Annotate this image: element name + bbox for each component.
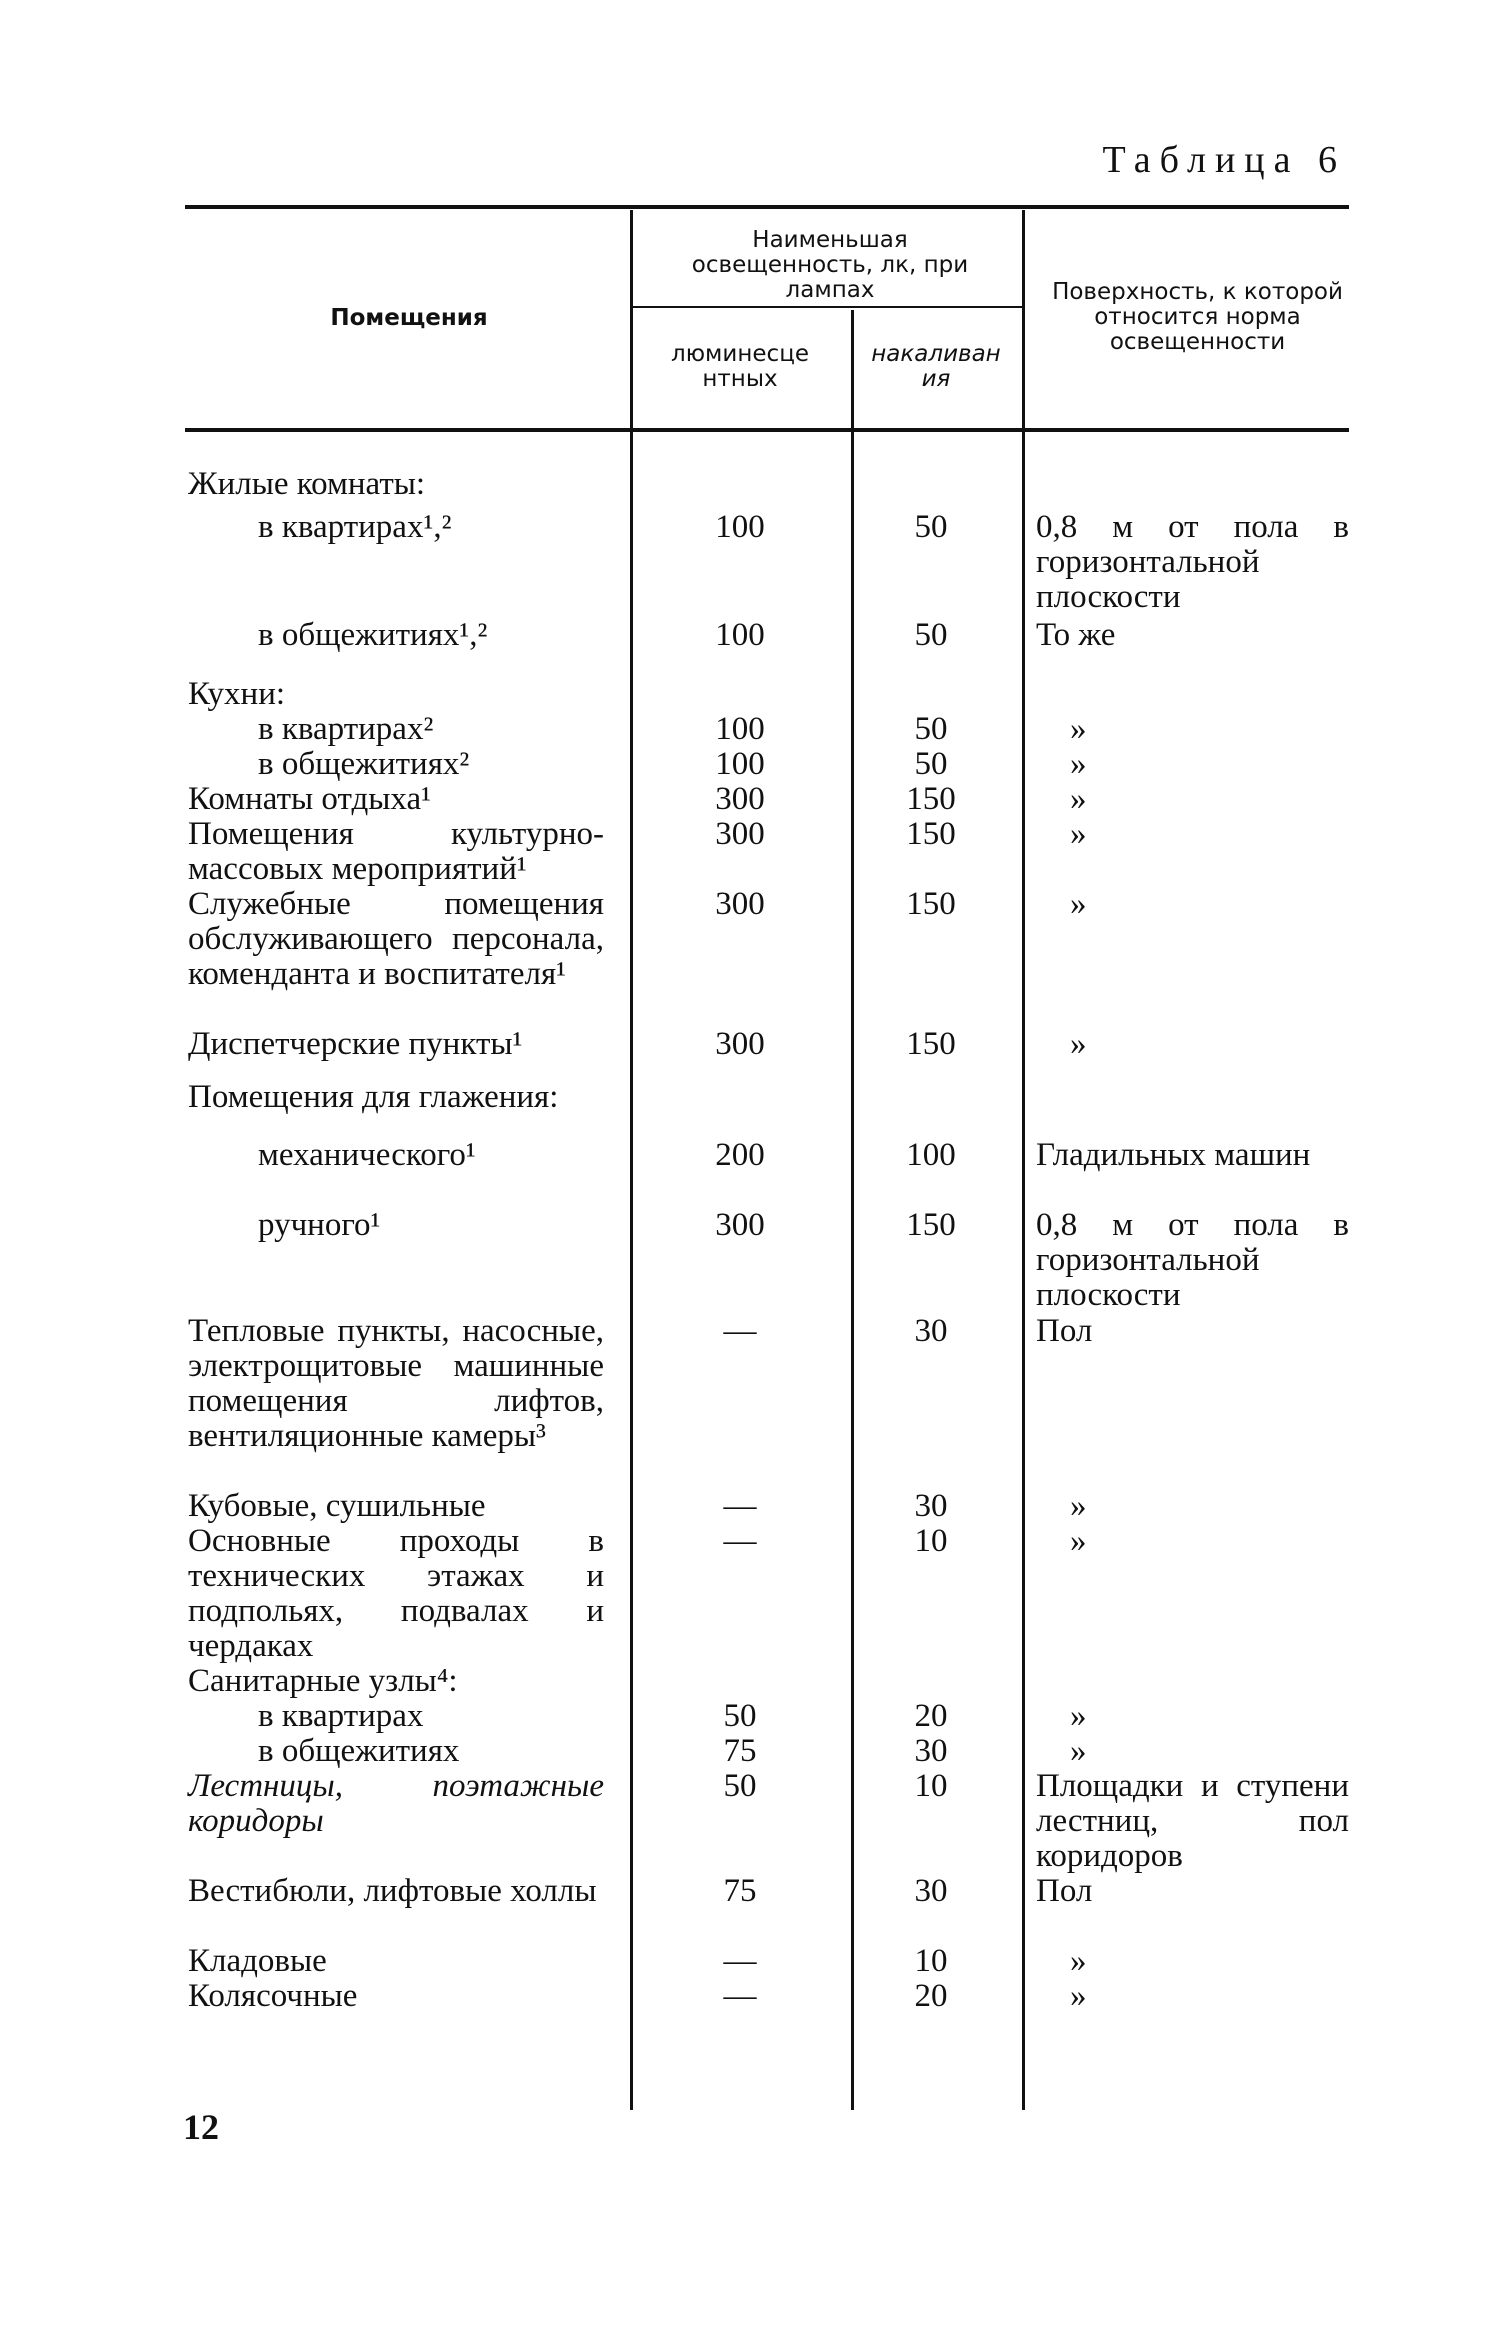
room-name: Помещения культурно-массовых мероприятий¹	[188, 816, 604, 887]
header-incandescent: накаливания	[871, 341, 1001, 392]
room-name: механического¹	[258, 1137, 476, 1173]
incandescent-value: 30	[914, 1873, 948, 1909]
header-bottom-rule	[185, 428, 1349, 432]
top-rule	[185, 205, 1349, 209]
room-name: ручного¹	[258, 1207, 381, 1243]
surface-value: То же	[1036, 617, 1116, 653]
room-name: в общежитиях¹,²	[258, 617, 488, 653]
room-name: Вестибюли, лифтовые холлы	[188, 1873, 597, 1909]
incandescent-value: 20	[914, 1978, 948, 2014]
room-name: Лестницы, поэтажные коридоры	[188, 1768, 604, 1839]
surface-value: »	[1070, 1943, 1087, 1979]
surface-value: »	[1070, 711, 1087, 747]
incandescent-value: 50	[914, 509, 948, 545]
fluorescent-value: 75	[723, 1873, 757, 1909]
surface-value: »	[1070, 746, 1087, 782]
incandescent-value: 30	[914, 1488, 948, 1524]
surface-value: »	[1070, 816, 1087, 852]
incandescent-value: 30	[914, 1733, 948, 1769]
fluorescent-value: 50	[723, 1698, 757, 1734]
incandescent-value: 30	[914, 1313, 948, 1349]
incandescent-value: 150	[906, 886, 956, 922]
fluorescent-value: —	[723, 1978, 757, 2014]
room-name: Диспетчерские пункты¹	[188, 1026, 523, 1062]
surface-value: »	[1070, 1026, 1087, 1062]
fluorescent-value: —	[723, 1943, 757, 1979]
surface-value: »	[1070, 1523, 1087, 1559]
room-name: Служебные помещения обслуживающего персонала, коменданта и воспитателя¹	[188, 886, 604, 992]
surface-value: Гладильных машин	[1036, 1137, 1311, 1173]
room-name: Колясочные	[188, 1978, 358, 2014]
fluorescent-value: 75	[723, 1733, 757, 1769]
surface-value: »	[1070, 886, 1087, 922]
fluorescent-value: —	[723, 1523, 757, 1559]
incandescent-value: 100	[906, 1137, 956, 1173]
incandescent-value: 150	[906, 1207, 956, 1243]
incandescent-value: 50	[914, 746, 948, 782]
header-surface: Поверхность, к которой относится норма освещенности	[1052, 279, 1343, 355]
fluorescent-value: 300	[715, 816, 765, 852]
fluorescent-value: 200	[715, 1137, 765, 1173]
header-illuminance: Наименьшая освещенность, лк, при лампах	[691, 227, 969, 303]
page-number: 12	[183, 2107, 219, 2147]
fluorescent-value: 100	[715, 509, 765, 545]
room-name: Основные проходы в технических этажах и подпольях, подвалах и чердаках	[188, 1523, 604, 1664]
surface-value: »	[1070, 1698, 1087, 1734]
column-divider-3	[1022, 210, 1025, 2110]
incandescent-value: 10	[914, 1523, 948, 1559]
surface-value: Пол	[1036, 1873, 1093, 1909]
room-name: Санитарные узлы⁴:	[188, 1663, 458, 1699]
room-name: в общежитиях²	[258, 746, 470, 782]
room-name: Кубовые, сушильные	[188, 1488, 486, 1524]
surface-value: Пол	[1036, 1313, 1093, 1349]
room-name: в общежитиях	[258, 1733, 460, 1769]
surface-value: 0,8 м от пола в горизонтальной плоскости	[1036, 509, 1349, 615]
room-name: в квартирах	[258, 1698, 424, 1734]
surface-value: »	[1070, 1733, 1087, 1769]
header-rooms: Помещения	[330, 305, 488, 331]
subheader-rule	[632, 306, 1024, 308]
fluorescent-value: 300	[715, 781, 765, 817]
fluorescent-value: 300	[715, 1207, 765, 1243]
room-name: Кладовые	[188, 1943, 327, 1979]
incandescent-value: 150	[906, 781, 956, 817]
room-name: Тепловые пункты, насосные, электрощитовые машинные помещения лифтов, вентиляционные камеры³	[188, 1313, 604, 1454]
fluorescent-value: 300	[715, 1026, 765, 1062]
fluorescent-value: 50	[723, 1768, 757, 1804]
incandescent-value: 150	[906, 816, 956, 852]
fluorescent-value: 300	[715, 886, 765, 922]
fluorescent-value: 100	[715, 617, 765, 653]
fluorescent-value: —	[723, 1313, 757, 1349]
incandescent-value: 50	[914, 711, 948, 747]
incandescent-value: 50	[914, 617, 948, 653]
room-name: в квартирах¹,²	[258, 509, 452, 545]
column-divider-1	[630, 210, 633, 2110]
incandescent-value: 20	[914, 1698, 948, 1734]
surface-value: »	[1070, 1488, 1087, 1524]
incandescent-value: 10	[914, 1943, 948, 1979]
room-name: в квартирах²	[258, 711, 434, 747]
room-name: Комнаты отдыха¹	[188, 781, 432, 817]
incandescent-value: 10	[914, 1768, 948, 1804]
room-name: Помещения для глажения:	[188, 1079, 559, 1115]
surface-value: »	[1070, 781, 1087, 817]
surface-value: Площадки и ступени лестниц, пол коридоров	[1036, 1768, 1349, 1874]
fluorescent-value: 100	[715, 711, 765, 747]
surface-value: »	[1070, 1978, 1087, 2014]
room-name: Кухни:	[188, 676, 286, 712]
table-caption: Таблица 6	[1102, 139, 1346, 181]
room-name: Жилые комнаты:	[188, 466, 426, 502]
fluorescent-value: —	[723, 1488, 757, 1524]
surface-value: 0,8 м от пола в горизонтальной плоскости	[1036, 1207, 1349, 1313]
incandescent-value: 150	[906, 1026, 956, 1062]
fluorescent-value: 100	[715, 746, 765, 782]
header-fluorescent: люминесцентных	[671, 341, 809, 392]
